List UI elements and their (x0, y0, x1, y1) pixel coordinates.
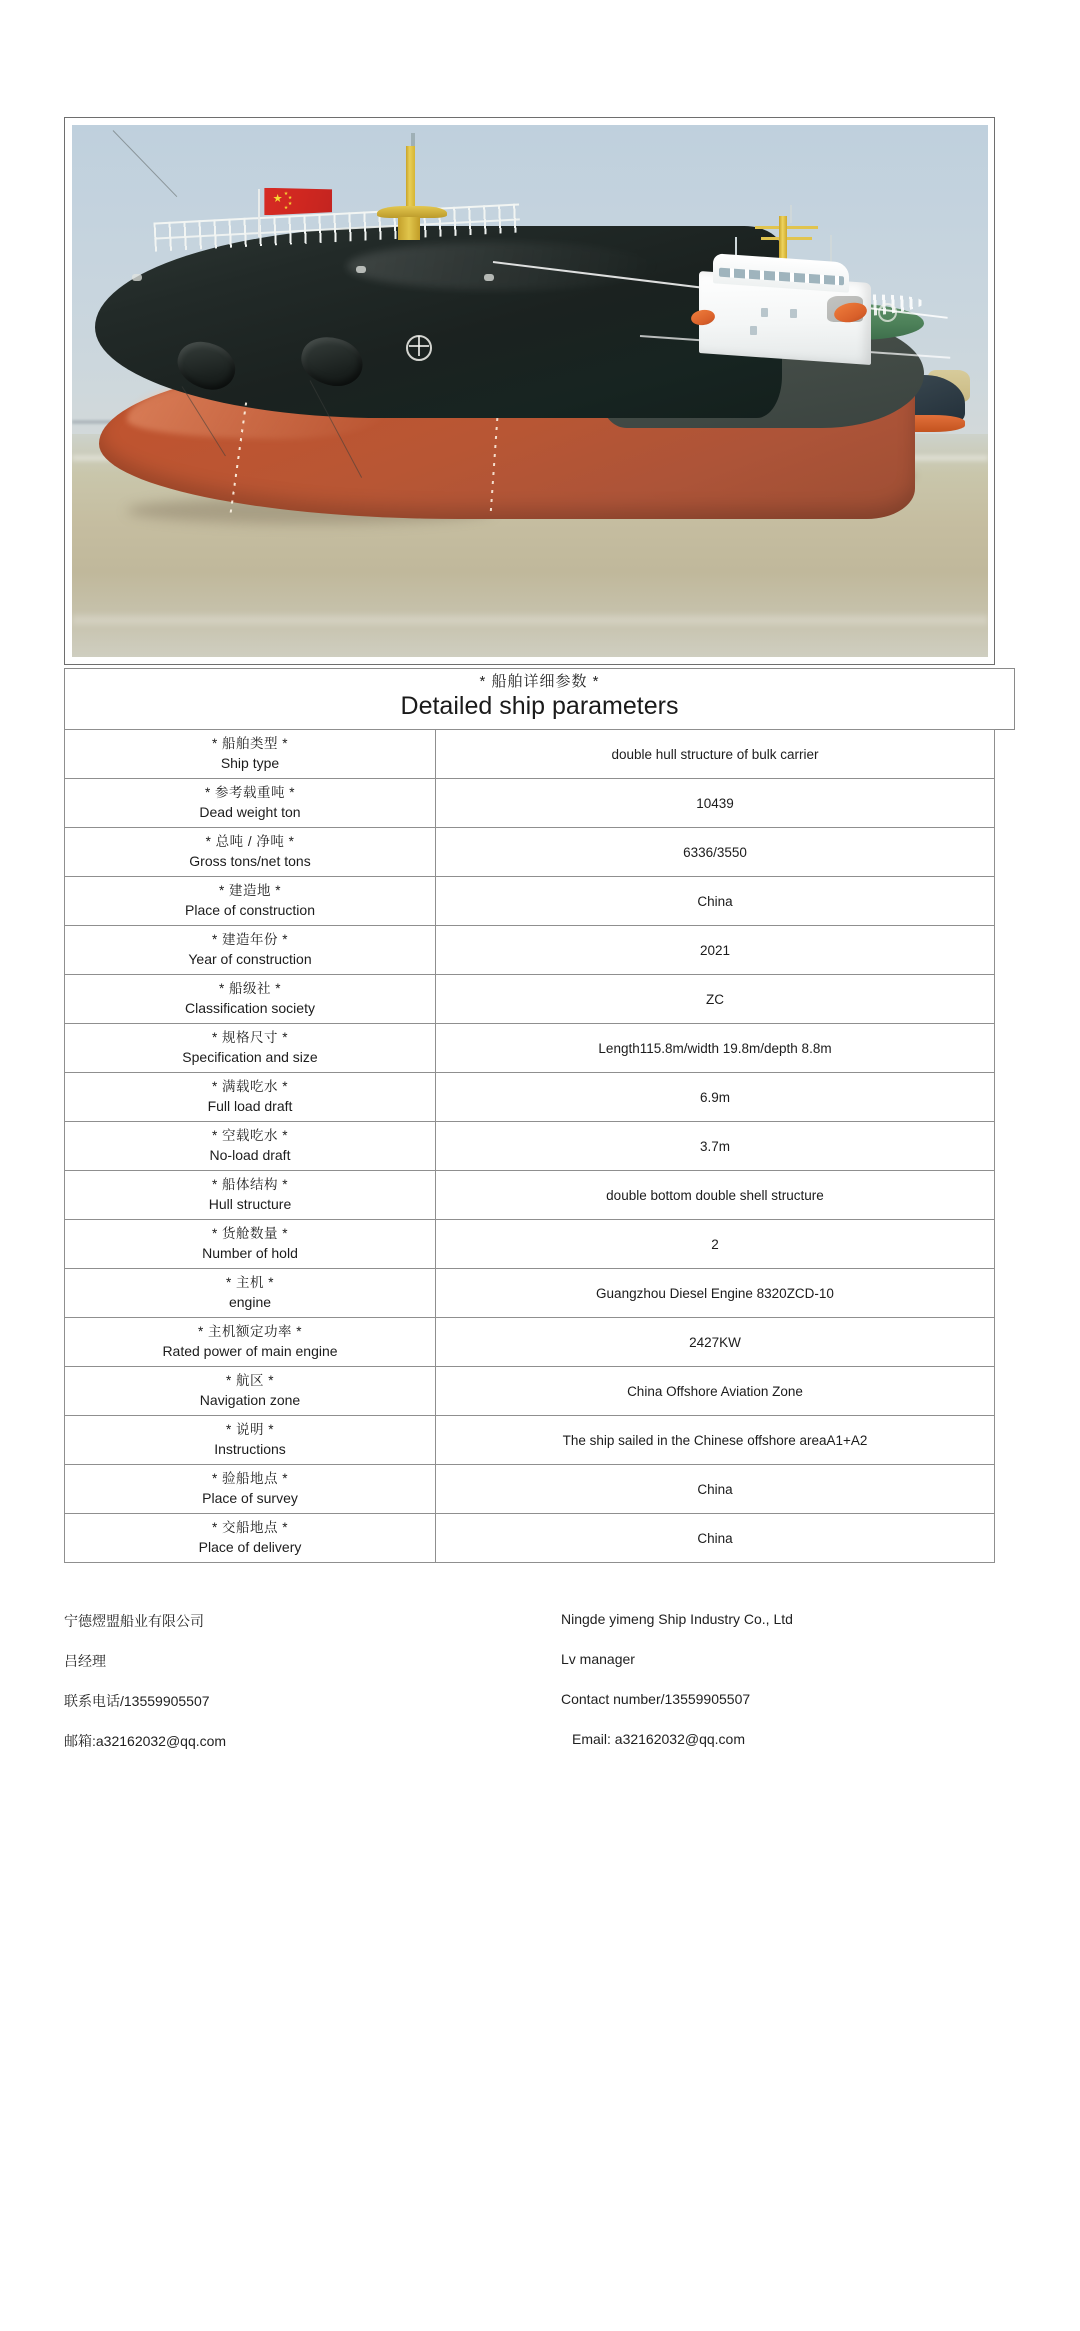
parameter-label-cn: * 建造年份 * (211, 932, 288, 948)
parameter-label-cell (65, 877, 436, 926)
parameter-label-cn: * 货舱数量 * (211, 1226, 288, 1242)
contact-text-cn: 宁德熤盟船业有限公司 (64, 1613, 204, 1629)
table-row (65, 1514, 995, 1563)
table-row (65, 1416, 995, 1465)
parameter-label-cn: * 主机额定功率 * (197, 1324, 302, 1340)
parameter-label-en: No-load draft (209, 1146, 291, 1163)
parameter-label-cell (65, 1318, 436, 1367)
parameter-label-cell (65, 1073, 436, 1122)
parameter-label-cell (65, 1416, 436, 1465)
flag-star-small (288, 201, 292, 205)
flag-star-small (284, 205, 288, 209)
contact-footer (64, 1611, 1004, 1771)
parameter-label-en: Navigation zone (199, 1391, 301, 1408)
parameter-value-cell: 2021 (436, 926, 995, 975)
parameter-label-cell (65, 828, 436, 877)
parameter-label-cn: * 航区 * (225, 1373, 274, 1389)
contact-text-cn: 吕经理 (64, 1653, 106, 1669)
contact-text-en: Ningde yimeng Ship Industry Co., Ltd (561, 1611, 793, 1627)
deck-fitting (132, 274, 142, 281)
parameter-label-en: Full load draft (207, 1097, 293, 1114)
parameter-label-en: Gross tons/net tons (189, 852, 311, 869)
table-row (65, 828, 995, 877)
contact-text-cn: 邮箱:a32162032@qq.com (64, 1733, 227, 1749)
page-title: Detailed ship parameters (400, 691, 679, 720)
table-row (65, 1024, 995, 1073)
contact-row (64, 1731, 1004, 1771)
parameter-label-cn: * 船舶类型 * (211, 736, 288, 752)
parameter-value-cell: 2 (436, 1220, 995, 1269)
table-row (65, 1073, 995, 1122)
parameter-value-cell: ZC (436, 975, 995, 1024)
parameter-label-cell (65, 1122, 436, 1171)
parameter-label-cn: * 船体结构 * (211, 1177, 288, 1193)
parameter-value-cell: 10439 (436, 779, 995, 828)
contact-row (64, 1611, 1004, 1651)
parameter-label-cell (65, 926, 436, 975)
parameter-label-cell (65, 1171, 436, 1220)
bulk-carrier-vessel (72, 125, 988, 657)
parameter-label-cn: * 船级社 * (218, 981, 281, 997)
table-row (65, 926, 995, 975)
deck-fitting (484, 274, 494, 281)
mast-antenna (790, 205, 792, 224)
contact-text-en: Contact number/13559905507 (561, 1691, 751, 1707)
table-row (65, 877, 995, 926)
parameter-label-en: Ship type (220, 754, 280, 771)
parameter-value-cell: 6336/3550 (436, 828, 995, 877)
cabin-window (750, 326, 757, 335)
mooring-line (113, 130, 177, 197)
parameter-label-en: Number of hold (202, 1244, 298, 1261)
table-row (65, 1465, 995, 1514)
parameter-label-cell (65, 730, 436, 779)
flag-star-small (284, 191, 288, 195)
ship-photo-frame (64, 117, 995, 665)
table-row (65, 1220, 995, 1269)
contact-text-en: Lv manager (561, 1651, 635, 1667)
parameter-label-cn: * 交船地点 * (211, 1520, 288, 1536)
cabin-window (761, 308, 768, 317)
parameter-label-en: Place of delivery (198, 1538, 302, 1555)
table-row (65, 1122, 995, 1171)
table-row (65, 1269, 995, 1318)
ship-photo (72, 125, 988, 657)
ship-parameters-table (64, 729, 995, 1563)
table-body (65, 730, 995, 1563)
parameter-label-cell (65, 1269, 436, 1318)
parameter-value-cell: Guangzhou Diesel Engine 8320ZCD-10 (436, 1269, 995, 1318)
parameter-label-en: engine (228, 1293, 272, 1310)
parameters-title-box (64, 668, 1015, 730)
parameter-value-cell: double bottom double shell structure (436, 1171, 995, 1220)
china-flag-icon (264, 188, 332, 216)
cabin-window (790, 309, 797, 318)
parameter-label-cn: * 空载吃水 * (211, 1128, 288, 1144)
parameter-value-cell: Length115.8m/width 19.8m/depth 8.8m (436, 1024, 995, 1073)
contact-row (64, 1651, 1004, 1691)
flag-star-small (288, 196, 292, 200)
parameter-label-en: Year of construction (188, 950, 312, 967)
table-row (65, 779, 995, 828)
parameter-label-en: Hull structure (208, 1195, 292, 1212)
table-row (65, 1318, 995, 1367)
parameter-label-cn: * 参考载重吨 * (204, 785, 295, 801)
parameter-label-en: Classification society (185, 999, 315, 1016)
parameter-label-en: Place of construction (185, 901, 315, 918)
parameter-label-cn: * 满载吃水 * (211, 1079, 288, 1095)
parameter-value-cell: 2427KW (436, 1318, 995, 1367)
parameter-label-en: Rated power of main engine (162, 1342, 338, 1359)
contact-text-cn: 联系电话/13559905507 (64, 1693, 210, 1709)
flag-pole (258, 189, 260, 237)
superstructure (695, 242, 878, 359)
page-title-cn: * 船舶详细参数 * (479, 673, 600, 690)
table-row (65, 1367, 995, 1416)
deck-fitting (356, 266, 366, 273)
parameter-label-cn: * 验船地点 * (211, 1471, 288, 1487)
parameter-label-cell (65, 1220, 436, 1269)
hull-topside-sheen (347, 242, 658, 290)
main-mast (779, 216, 787, 263)
parameter-label-cell (65, 1024, 436, 1073)
parameter-label-en: Dead weight ton (199, 803, 301, 820)
parameter-value-cell: 6.9m (436, 1073, 995, 1122)
table-row (65, 975, 995, 1024)
parameter-label-en: Place of survey (202, 1489, 298, 1506)
parameter-label-cell (65, 1367, 436, 1416)
table-row (65, 730, 995, 779)
parameter-label-cell (65, 779, 436, 828)
parameter-value-cell: China (436, 1465, 995, 1514)
parameter-value-cell: The ship sailed in the Chinese offshore areaA1+A2 (436, 1416, 995, 1465)
table-row (65, 1171, 995, 1220)
parameter-value-cell: China Offshore Aviation Zone (436, 1367, 995, 1416)
parameter-value-cell: China (436, 1514, 995, 1563)
parameter-value-cell: 3.7m (436, 1122, 995, 1171)
parameter-label-cell (65, 975, 436, 1024)
flag-star-large (273, 194, 282, 203)
parameter-label-en: Specification and size (182, 1048, 318, 1065)
parameter-value-cell: China (436, 877, 995, 926)
parameter-label-cn: * 规格尺寸 * (211, 1030, 288, 1046)
contact-text-en: Email: a32162032@qq.com (572, 1731, 745, 1747)
parameter-value-cell: double hull structure of bulk carrier (436, 730, 995, 779)
parameter-label-cn: * 建造地 * (218, 883, 281, 899)
parameter-label-cn: * 总吨 / 净吨 * (205, 834, 295, 850)
foremast-base (398, 217, 420, 241)
parameter-label-cell (65, 1514, 436, 1563)
parameter-label-cn: * 说明 * (225, 1422, 274, 1438)
parameter-label-cn: * 主机 * (225, 1275, 274, 1291)
contact-row (64, 1691, 1004, 1731)
parameter-label-cell (65, 1465, 436, 1514)
parameter-label-en: Instructions (214, 1440, 286, 1457)
